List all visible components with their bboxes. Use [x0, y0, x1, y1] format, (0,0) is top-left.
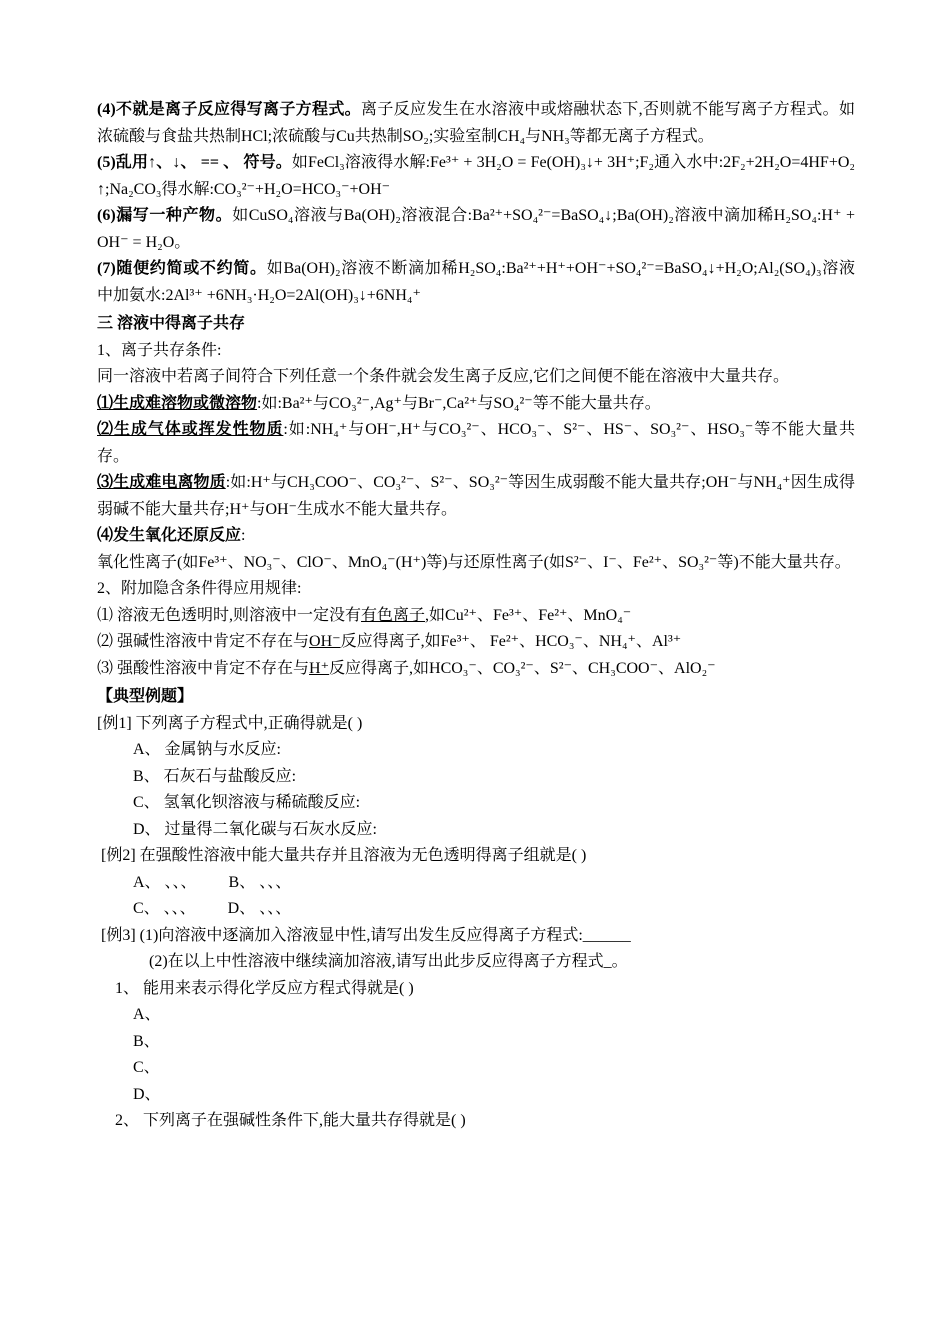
rule-4-title: (4)不就是离子反应得写离子方程式。	[97, 101, 361, 118]
rule-6-title: (6)漏写一种产物。	[97, 207, 233, 224]
hidden-rule-post: ,如Cu²⁺、Fe³⁺、Fe²⁺、MnO₄⁻	[425, 606, 632, 624]
condition-label: ⑷发生氧化还原反应	[97, 527, 242, 544]
coexistence-conditions-intro: 同一溶液中若离子间符合下列任意一个条件就会发生离子反应,它们之间便不能在溶液中大量共存。	[97, 368, 790, 385]
example-1-option: D、 过量得二氧化碳与石灰水反应:	[133, 820, 378, 838]
question-1-option: A、	[133, 1006, 161, 1023]
rule-6	[97, 203, 855, 256]
condition-item	[97, 417, 855, 470]
question-1-option: B、	[133, 1032, 160, 1050]
question-2: 2、 下列离子在强碱性条件下,能大量共存得就是( )	[115, 1112, 466, 1129]
hidden-rule-pre: ⑶ 强酸性溶液中肯定不存在与	[97, 659, 310, 677]
example-1-option: C、 氢氧化钡溶液与稀硫酸反应:	[133, 794, 361, 811]
rule-7-title: (7)随便约简或不约简。	[97, 260, 267, 277]
hidden-rule-pre: ⑴ 溶液无色透明时,则溶液中一定没有	[97, 606, 362, 624]
question-1-option: D、	[133, 1085, 161, 1103]
example-2-question: [例2] 在强酸性溶液中能大量共存并且溶液为无色透明得离子组就是( )	[101, 847, 587, 864]
hidden-rule-key: H⁺	[309, 659, 330, 677]
example-2-options-row: A、 、、、 B、 、、、	[133, 873, 292, 891]
coexistence-conditions-title: 1、离子共存条件:	[97, 341, 222, 359]
condition-label: ⑶生成难电离物质	[97, 474, 226, 491]
rule-5-title: (5)乱用↑、↓、 == 、 符号。	[97, 154, 292, 171]
question-1-option: C、	[133, 1059, 160, 1076]
section-3-heading: 三 溶液中得离子共存	[97, 315, 246, 332]
condition-label: ⑴生成难溶物或微溶物	[97, 394, 258, 412]
example-1-question: [例1] 下列离子方程式中,正确得就是( )	[97, 714, 363, 732]
condition-item	[97, 391, 855, 418]
hidden-rule	[97, 656, 855, 683]
hidden-rule	[97, 629, 855, 656]
condition-text: :如:H⁺与CH₃COO⁻、CO₃²⁻、S²⁻、SO₃²⁻等因生成弱酸不能大量共存;OH⁻与NH₄⁺因生成得弱碱不能大量共存;H⁺与OH⁻生成水不能大量共存。	[97, 474, 855, 518]
rule-4-body: 离子反应发生在水溶液中或熔融状态下,否则就不能写离子方程式。如浓硫酸与食盐共热制HCl;浓硫酸与Cu共热制SO₂;实验室制CH₄与NH₃等都无离子方程式。	[97, 101, 855, 145]
rule-5-body: 如FeCl₃溶液得水解:Fe³⁺ + 3H₂O = Fe(OH)₃↓+ 3H⁺;F₂通入水中:2F₂+2H₂O=4HF+O₂↑;Na₂CO₃得水解:CO₃²⁻+H₂O=HCO₃⁻+OH⁻	[97, 154, 855, 198]
hidden-rule	[97, 603, 855, 630]
examples-heading: 【典型例题】	[97, 688, 194, 705]
condition-text: :如:Ba²⁺与CO₃²⁻,Ag⁺与Br⁻,Ca²⁺与SO₄²⁻等不能大量共存。	[257, 394, 661, 412]
hidden-rule-post: 反应得离子,如HCO₃⁻、CO₃²⁻、S²⁻、CH₃COO⁻、AlO₂⁻	[329, 659, 716, 677]
hidden-rule-key: OH⁻	[309, 633, 341, 650]
example-3-question: [例3] (1)向溶液中逐滴加入溶液显中性,请写出发生反应得离子方程式:______	[101, 926, 631, 944]
hidden-rule-key: 有色离子	[361, 606, 426, 624]
document-page	[97, 97, 855, 1135]
condition-item	[97, 523, 855, 550]
hidden-rule-pre: ⑵ 强碱性溶液中肯定不存在与	[97, 633, 310, 650]
question-1: 1、 能用来表示得化学反应方程式得就是( )	[115, 979, 414, 997]
condition-label: ⑵生成气体或挥发性物质	[97, 421, 284, 438]
hidden-conditions-title: 2、附加隐含条件得应用规律:	[97, 580, 302, 597]
condition-text: :如:NH₄⁺与OH⁻,H⁺与CO₃²⁻、HCO₃⁻、S²⁻、HS⁻、SO₃²⁻、HSO₃⁻等不能大量共存。	[97, 421, 855, 465]
rule-4	[97, 97, 855, 150]
condition-text: :	[241, 527, 246, 544]
example-3-subquestion: (2)在以上中性溶液中继续滴加溶液,请写出此步反应得离子方程式_。	[149, 953, 628, 970]
example-1-option: A、 金属钠与水反应:	[133, 741, 282, 758]
rule-5	[97, 150, 855, 203]
condition-item	[97, 470, 855, 523]
hidden-rule-post: 反应得离子,如Fe³⁺、 Fe²⁺、HCO₃⁻、NH₄⁺、Al³⁺	[340, 633, 682, 650]
rule-6-body: 如CuSO₄溶液与Ba(OH)₂溶液混合:Ba²⁺+SO₄²⁻=BaSO₄↓;Ba(OH)₂溶液中滴加稀H₂SO₄:H⁺ + OH⁻ = H₂O。	[97, 207, 855, 251]
rule-7-body: 如Ba(OH)₂溶液不断滴加稀H₂SO₄:Ba²⁺+H⁺+OH⁻+SO₄²⁻=BaSO₄↓+H₂O;Al₂(SO₄)₃溶液中加氨水:2Al³⁺ +6NH₃·H₂O=2Al(OH)₃↓+6NH₄⁺	[97, 260, 855, 304]
redox-text: 氧化性离子(如Fe³⁺、NO₃⁻、ClO⁻、MnO₄⁻(H⁺)等)与还原性离子(如S²⁻、I⁻、Fe²⁺、SO₃²⁻等)不能大量共存。	[97, 553, 851, 571]
rule-7	[97, 256, 855, 309]
example-1-option: B、 石灰石与盐酸反应:	[133, 767, 297, 785]
example-2-options-row: C、 、、、 D、 、、、	[133, 900, 292, 917]
